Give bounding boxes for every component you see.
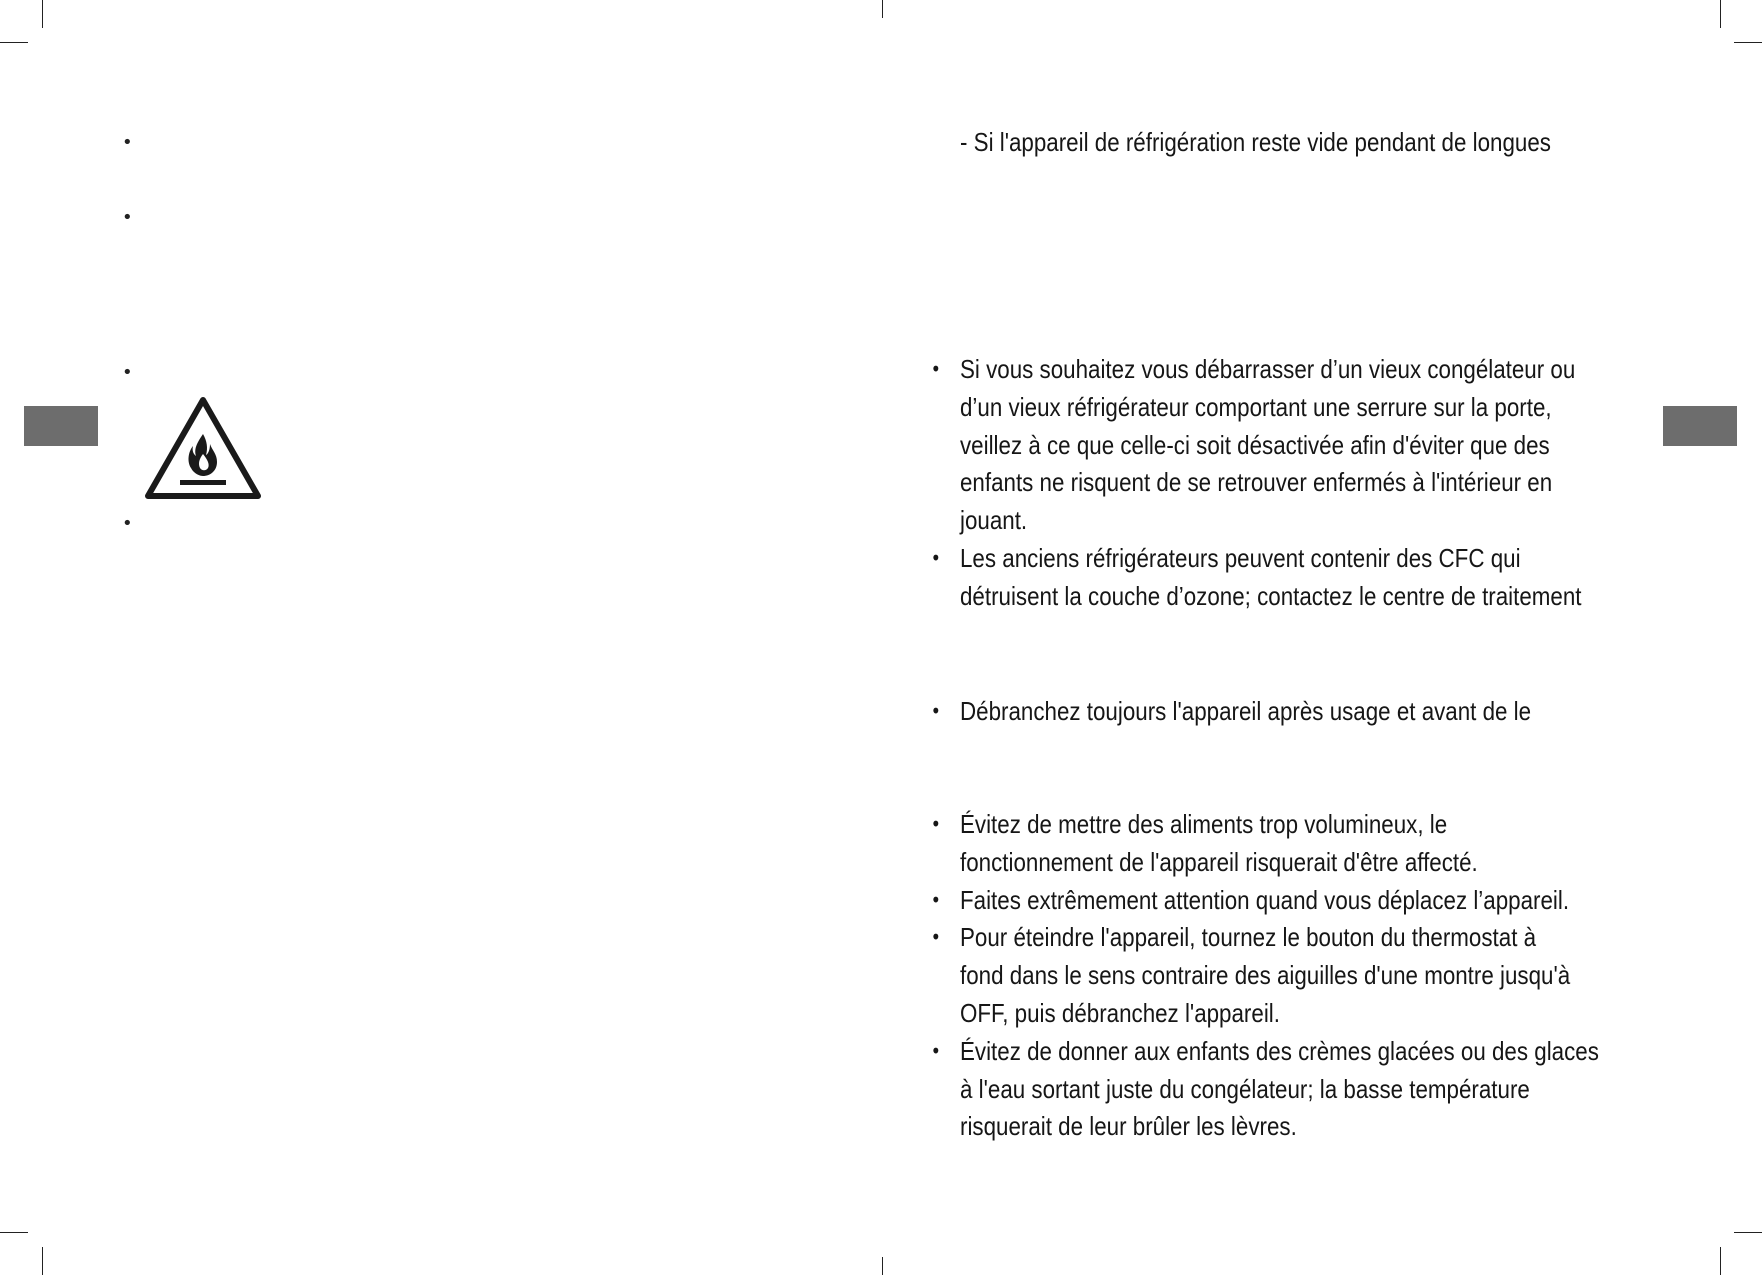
crop-mark [1734, 1232, 1762, 1233]
text-line: OFF, puis débranchez l'appareil. [960, 997, 1280, 1028]
list-item [930, 351, 1579, 540]
crop-mark [882, 0, 883, 18]
list-item [930, 882, 1579, 920]
bullet: • [930, 925, 941, 950]
text-line: risquerait de leur brûler les lèvres. [960, 1111, 1297, 1142]
text-line: Faites extrêmement attention quand vous déplacez l’appareil. [960, 884, 1570, 915]
bullet: • [930, 545, 941, 570]
crop-mark [1720, 0, 1721, 28]
text-line: Les anciens réfrigérateurs peuvent contenir des CFC qui [960, 542, 1521, 573]
left-bullet: • [122, 132, 133, 153]
text-line: enfants ne risquent de se retrouver enfermés à l'intérieur en [960, 467, 1553, 498]
left-bullet: • [122, 362, 133, 383]
bullet: • [930, 812, 941, 836]
side-tab-left [24, 406, 98, 446]
side-tab-right [1663, 406, 1737, 446]
right-block-3 [930, 693, 1579, 731]
crop-mark [42, 1247, 43, 1275]
list-item [930, 806, 1579, 882]
text-line: à l'eau sortant juste du congélateur; la basse température [960, 1073, 1530, 1104]
list-item [960, 124, 1579, 162]
text-line: d’un vieux réfrigérateur comportant une serrure sur la porte, [960, 391, 1552, 422]
bullet: • [930, 357, 941, 381]
bullet: • [930, 699, 941, 723]
list-item [930, 919, 1579, 1032]
text-line: Si vous souhaitez vous débarrasser d’un vieux congélateur ou [960, 354, 1576, 384]
list-item [930, 540, 1582, 616]
text-line: fond dans le sens contraire des aiguilles d'une montre jusqu'à [960, 960, 1571, 991]
bullet: • [930, 887, 941, 912]
crop-mark [0, 1232, 28, 1233]
bullet: • [930, 1038, 941, 1063]
text-line: Évitez de mettre des aliments trop volumineux, le [960, 809, 1448, 839]
right-block-1 [960, 124, 1579, 162]
text-line: détruisent la couche d’ozone; contactez le centre de traitement [960, 580, 1582, 611]
text-line: Pour éteindre l'appareil, tournez le bouton du thermostat à [960, 922, 1537, 953]
list-item [930, 693, 1579, 731]
right-block-4 [930, 806, 1599, 1146]
text-line: veillez à ce que celle-ci soit désactivée afin d'éviter que des [960, 429, 1550, 460]
text-line: fonctionnement de l'appareil risquerait d'être affecté. [960, 846, 1478, 877]
flammable-warning-icon [144, 396, 262, 500]
crop-mark [42, 0, 43, 28]
text-line: - Si l'appareil de réfrigération reste vide pendant de longues [960, 127, 1551, 157]
left-bullet: • [122, 513, 133, 534]
right-block-2 [930, 351, 1582, 616]
left-bullet: • [122, 207, 133, 228]
text-line: Débranchez toujours l'appareil après usage et avant de le [960, 696, 1532, 726]
crop-mark [1720, 1247, 1721, 1275]
text-line: jouant. [960, 505, 1028, 536]
crop-mark [882, 1257, 883, 1275]
list-item [930, 1033, 1599, 1146]
crop-mark [0, 42, 28, 43]
crop-mark [1734, 42, 1762, 43]
text-line: Évitez de donner aux enfants des crèmes glacées ou des glaces [960, 1035, 1599, 1066]
